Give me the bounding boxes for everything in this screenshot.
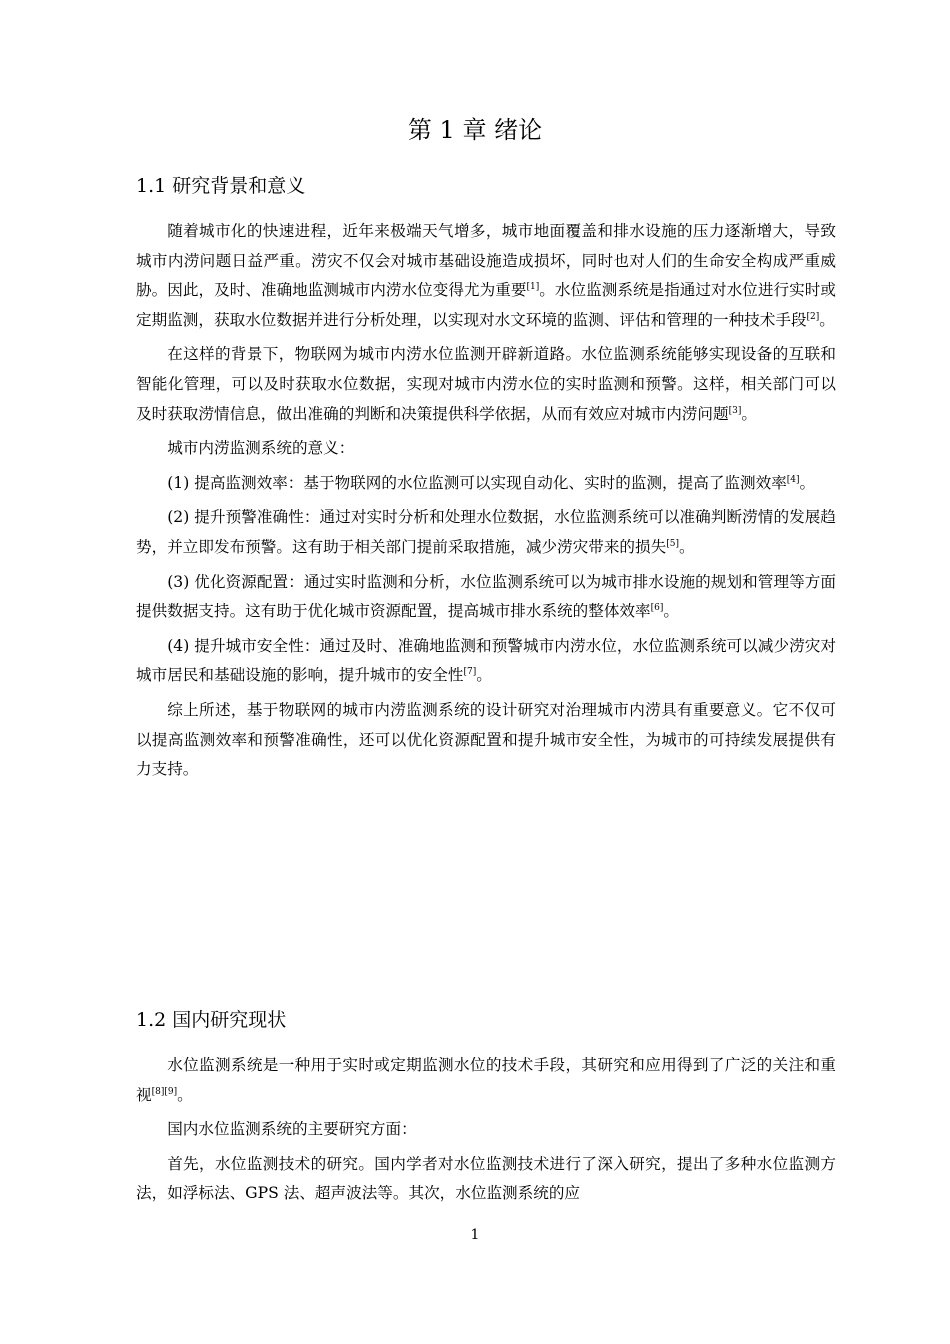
paragraph-text: 。 bbox=[678, 537, 695, 556]
citation-ref: [3] bbox=[728, 405, 742, 416]
paragraph-text: (3) 优化资源配置：通过实时监测和分析，水位监测系统可以为城市排水设施的规划和管理等方面提供数据支持。这有助于优化城市资源配置，提高城市排水系统的整体效率 bbox=[136, 572, 836, 621]
paragraph-text: 。 bbox=[799, 473, 816, 492]
citation-ref: [6] bbox=[650, 603, 664, 614]
paragraph-text: 。 bbox=[741, 404, 757, 423]
paragraph-text: (2) 提升预警准确性：通过对实时分析和处理水位数据，水位监测系统可以准确判断涝情的发展趋势，并立即发布预警。这有助于相关部门提前采取措施，减少涝灾带来的损失 bbox=[136, 508, 836, 556]
paragraph-text: 随着城市化的快速进程，近年来极端天气增多，城市地面覆盖和排水设施的压力逐渐增大，导致城市内涝问题日益严重。涝灾不仅会对城市基础设施造成损坏，同时也对人们的生命安全构成严重威胁。因此，及时、准确地监测城市内涝水位变得尤为重要 bbox=[136, 222, 836, 300]
section-1-1-body bbox=[136, 217, 836, 790]
paragraph bbox=[136, 1115, 836, 1145]
paragraph-text: 首先，水位监测技术的研究。国内学者对水位监测技术进行了深入研究，提出了多种水位监测方法，如浮标法、GPS 法、超声波法等。其次，水位监测系统的应 bbox=[136, 1154, 836, 1203]
paragraph bbox=[136, 1051, 836, 1110]
paragraph-text: 。 bbox=[819, 310, 835, 329]
paragraph-text: 。水位监测系统是指通过对水位进行实时或定期监测，获取水位数据并进行分析处理，以实现对水文环境的监测、评估和管理的一种技术手段 bbox=[136, 281, 836, 329]
citation-ref: [1] bbox=[526, 282, 540, 293]
paragraph bbox=[136, 217, 836, 335]
citation-ref: [4] bbox=[786, 474, 800, 485]
paragraph bbox=[136, 568, 836, 627]
chapter-title: 第 1 章 绪论 bbox=[407, 116, 543, 144]
section-1-2-body bbox=[136, 1051, 836, 1214]
section-heading-1-1: 1.1 研究背景和意义 bbox=[136, 175, 306, 197]
citation-ref: [2] bbox=[806, 311, 820, 322]
citation-ref: [5] bbox=[666, 538, 679, 549]
paragraph bbox=[136, 1150, 836, 1209]
paragraph-text: 综上所述，基于物联网的城市内涝监测系统的设计研究对治理城市内涝具有重要意义。它不仅可以提高监测效率和预警准确性，还可以优化资源配置和提升城市安全性，为城市的可持续发展提供有力支持。 bbox=[136, 700, 836, 779]
paragraph-text: 在这样的背景下，物联网为城市内涝水位监测开辟新道路。水位监测系统能够实现设备的互联和智能化管理，可以及时获取水位数据，实现对城市内涝水位的实时监测和预警。这样，相关部门可以及时获取涝情信息，做出准确的判断和决策提供科学依据，从而有效应对城市内涝问题 bbox=[136, 345, 836, 423]
section-heading-1-2: 1.2 国内研究现状 bbox=[136, 1009, 287, 1031]
page-number: 1 bbox=[470, 1227, 480, 1243]
paragraph-text: 国内水位监测系统的主要研究方面： bbox=[167, 1120, 417, 1139]
paragraph-text: 城市内涝监测系统的意义： bbox=[167, 439, 355, 458]
paragraph-text: 。 bbox=[663, 602, 679, 621]
paragraph-text: 水位监测系统是一种用于实时或定期监测水位的技术手段，其研究和应用得到了广泛的关注和重视 bbox=[136, 1056, 836, 1104]
citation-ref: [8][9] bbox=[151, 1086, 178, 1097]
paragraph-text: (4) 提升城市安全性：通过及时、准确地监测和预警城市内涝水位，水位监测系统可以减少涝灾对城市居民和基础设施的影响，提升城市的安全性 bbox=[136, 636, 836, 685]
paragraph bbox=[136, 696, 836, 785]
paragraph bbox=[136, 632, 836, 691]
paragraph bbox=[136, 434, 836, 464]
paragraph-text: (1) 提高监测效率：基于物联网的水位监测可以实现自动化、实时的监测，提高了监测效率 bbox=[167, 473, 787, 492]
paragraph bbox=[136, 503, 836, 562]
citation-ref: [7] bbox=[463, 667, 477, 678]
paragraph-text: 。 bbox=[476, 666, 492, 685]
paragraph bbox=[136, 469, 836, 499]
paragraph bbox=[136, 340, 836, 429]
paragraph-text: 。 bbox=[177, 1085, 193, 1104]
